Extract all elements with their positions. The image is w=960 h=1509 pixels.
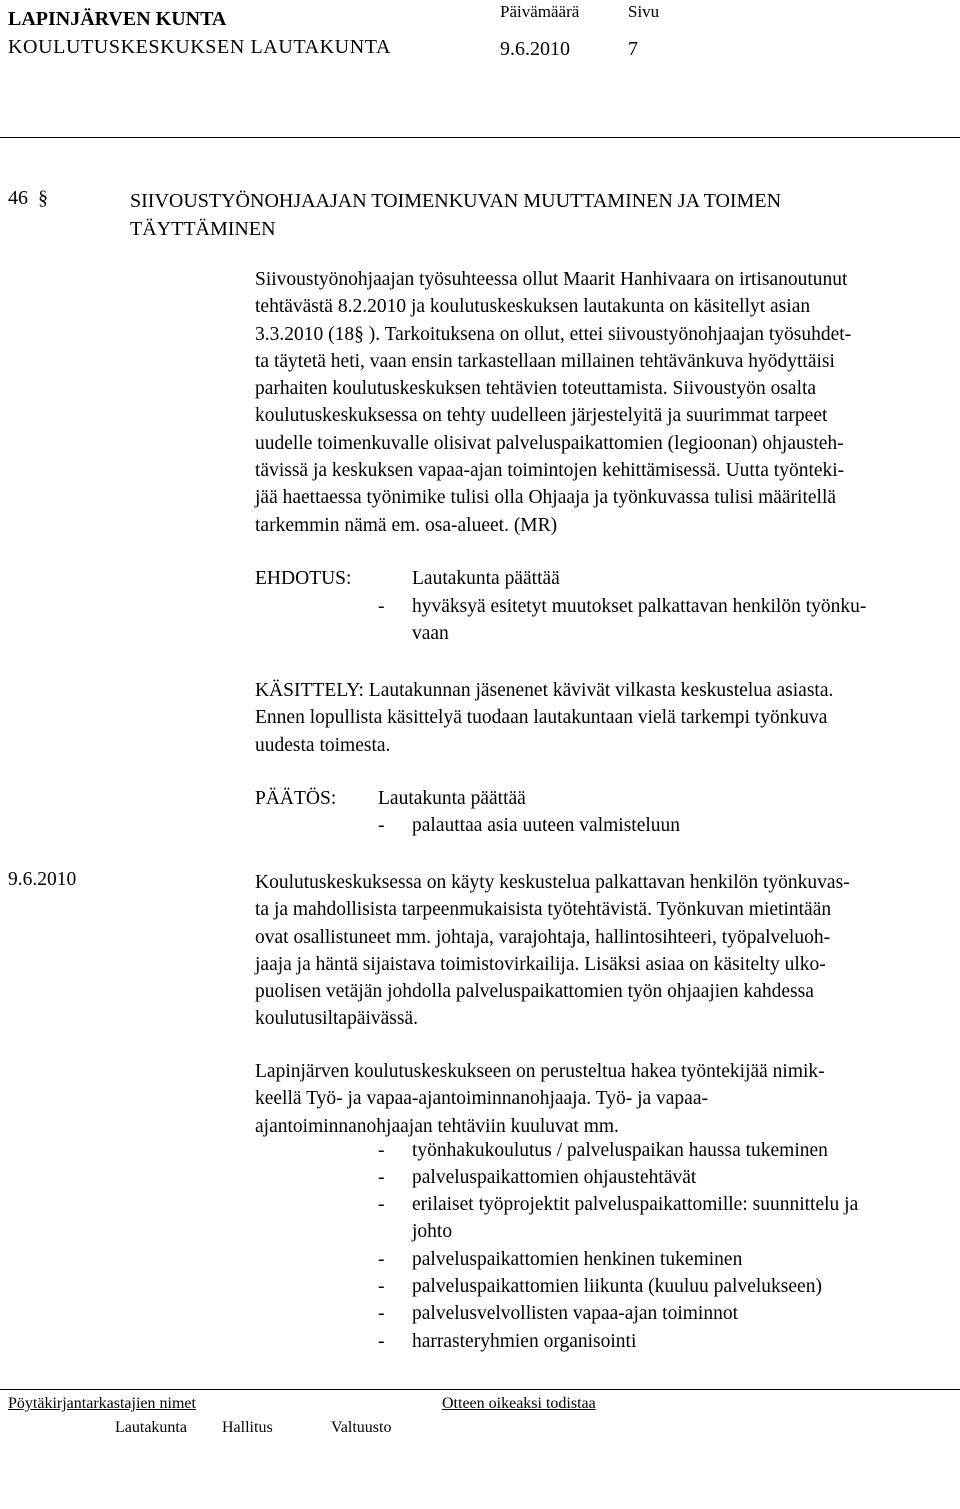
list-dash: - (378, 1167, 385, 1188)
committee-name: KOULUTUSKESKUKSEN LAUTAKUNTA (8, 36, 392, 58)
duty-item: palveluspaikattomien liikunta (kuuluu palvelukseen) (412, 1276, 822, 1297)
text-line: KÄSITTELY: Lautakunnan jäsenenet kävivät vilkasta keskustelua asiasta. (255, 680, 834, 701)
duty-item: palveluspaikattomien henkinen tukeminen (412, 1249, 743, 1270)
list-dash: - (378, 1331, 385, 1352)
text-line: ajantoiminnanohjaajan tehtäviin kuuluvat mm. (255, 1115, 619, 1137)
background-paragraph (255, 266, 955, 539)
duty-item-continuation: johto (412, 1221, 453, 1242)
duty-item: harrasteryhmien organisointi (412, 1331, 637, 1352)
duty-item: erilaiset työprojektit palveluspaikattomille: suunnittelu ja (412, 1194, 859, 1215)
proposal-label: EHDOTUS: (255, 568, 352, 589)
list-dash: - (378, 1276, 385, 1297)
list-dash: - (378, 1140, 385, 1161)
certified-label: Otteen oikeaksi todistaa (442, 1395, 596, 1412)
section-title: SIIVOUSTYÖNOHJAAJAN TOIMENKUVAN MUUTTAMINEN JA TOIMEN TÄYTTÄMINEN (130, 190, 782, 240)
text-line: Koulutuskeskuksessa on käyty keskustelua palkattavan henkilön työnkuvas- (255, 872, 850, 893)
header-divider (0, 137, 960, 138)
proposal-item-line: hyväksyä esitetyt muutokset palkattavan henkilön työnku- (412, 596, 867, 617)
duty-item: palvelusvelvollisten vapaa-ajan toiminnot (412, 1303, 738, 1324)
text-line: Lapinjärven koulutuskeskukseen on perusteltua hakea työntekijää nimik- (255, 1061, 825, 1082)
organization-name: LAPINJÄRVEN KUNTA (8, 8, 227, 30)
decision-label: PÄÄTÖS: (255, 788, 337, 809)
text-line: tehtävästä 8.2.2010 ja koulutuskeskuksen lautakunta on käsitellyt asian (255, 296, 811, 318)
text-line: ta ja mahdollisista tarpeenmukaisista työtehtävistä. Työnkuvan mietintään (255, 899, 832, 921)
list-dash: - (378, 1249, 385, 1270)
text-line: parhaiten koulutuskeskuksen tehtävien toteuttamista. Siivoustyön osalta (255, 378, 817, 400)
text-line: Siivoustyönohjaajan työsuhteessa ollut Maarit Hanhivaara on irtisanoutunut (255, 269, 848, 290)
text-line: uudelle toimenkuvalle olisivat palveluspaikattomien (legioonan) ohjausteh- (255, 432, 844, 454)
duty-item: työnhakukoulutus / palveluspaikan haussa tukeminen (412, 1140, 828, 1161)
text-line: tarkemmin nämä em. osa-alueet. (MR) (255, 514, 558, 536)
footer-body-valtuusto: Valtuusto (331, 1419, 392, 1436)
proposal-intro: Lautakunta päättää (412, 568, 560, 589)
text-line: Ennen lopullista käsittelyä tuodaan lautakuntaan vielä tarkempi työnkuva (255, 707, 828, 729)
duty-item: palveluspaikattomien ohjaustehtävät (412, 1167, 697, 1188)
footer-body-lautakunta: Lautakunta (115, 1419, 187, 1436)
text-line: 3.3.2010 (18§ ). Tarkoituksena on ollut, ettei siivoustyönohjaajan työsuhdet- (255, 323, 852, 345)
page-label: Sivu (628, 2, 660, 21)
list-dash: - (378, 1303, 385, 1324)
text-line: uudesta toimesta. (255, 734, 391, 756)
text-line: puolisen vetäjän johdolla palveluspaikattomien työn ohjaajien kahdessa (255, 981, 814, 1003)
text-line: ta täytetä heti, vaan ensin tarkastellaan millainen tehtävänkuva hyödyttäisi (255, 350, 835, 372)
meeting-paragraph (255, 869, 955, 1033)
reviewers-label: Pöytäkirjantarkastajien nimet (8, 1395, 196, 1412)
text-line: koulutusiltapäivässä. (255, 1008, 419, 1030)
text-line: tävissä ja keskuksen vapaa-ajan toimintojen kehittämisessä. Uutta työnteki- (255, 460, 845, 482)
list-dash: - (378, 1194, 385, 1215)
proposal-item-line: vaan (412, 623, 449, 644)
text-line: keellä Työ- ja vapaa-ajantoiminnanohjaaja. Työ- ja vapaa- (255, 1088, 708, 1110)
text-line: ovat osallistuneet mm. johtaja, varajohtaja, hallintosihteeri, työpalveluoh- (255, 926, 831, 948)
text-line: jää haettaessa työnimike tulisi olla Ohjaaja ja työnkuvassa tulisi määritellä (255, 487, 837, 509)
job-description-paragraph (255, 1058, 955, 1140)
decision-item: palauttaa asia uuteen valmisteluun (412, 815, 681, 836)
section-symbol: § (38, 187, 48, 209)
decision-dash: - (378, 815, 385, 836)
date-label: Päivämäärä (500, 2, 580, 21)
page-number: 7 (628, 38, 638, 60)
proposal-dash: - (378, 596, 385, 617)
footer-body-hallitus: Hallitus (222, 1419, 273, 1436)
meeting-date: 9.6.2010 (8, 869, 77, 890)
handling-paragraph (255, 677, 955, 759)
section-number: 46 (8, 187, 28, 209)
footer-divider (0, 1389, 960, 1390)
decision-intro: Lautakunta päättää (378, 788, 526, 809)
text-line: koulutuskeskuksessa on tehty uudelleen järjestelyitä ja suurimmat tarpeet (255, 405, 828, 427)
text-line: jaaja ja häntä sijaistava toimistovirkailija. Lisäksi asiaa on käsitelty ulko- (255, 953, 826, 975)
document-date: 9.6.2010 (500, 38, 570, 60)
